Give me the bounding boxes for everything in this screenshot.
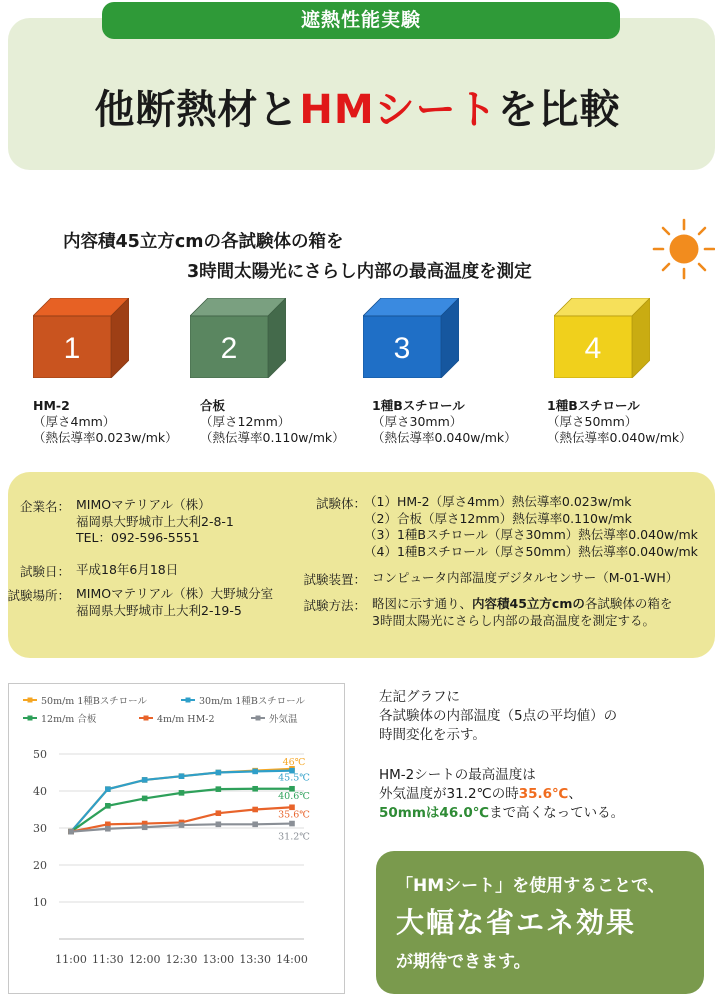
specimen-item: （3）1種Bスチロール（厚さ30mm）熱伝導率0.040w/mk — [364, 527, 698, 542]
sample-thickness: （厚さ50mm） — [547, 414, 638, 429]
sun-icon — [652, 218, 715, 280]
temperature-chart — [8, 683, 345, 994]
data-point — [105, 826, 111, 832]
x-tick-label: 12:00 — [128, 953, 161, 966]
legend-label: 30m/m 1種Bスチロール — [199, 696, 305, 707]
data-point — [252, 769, 258, 775]
x-tick-label: 13:30 — [239, 953, 272, 966]
legend-label: 外気温 — [269, 714, 298, 725]
end-value-label: 35.6℃ — [278, 809, 310, 821]
sample-conductivity: （熱伝導率0.023w/mk） — [33, 430, 178, 445]
company-tel: TEL：092-596-5551 — [76, 530, 200, 545]
data-point — [252, 822, 258, 828]
data-point — [216, 786, 222, 792]
y-tick-label: 30 — [33, 822, 47, 835]
chart-description — [379, 688, 617, 745]
page-title — [0, 78, 715, 135]
data-point — [252, 807, 258, 813]
sample-spec-2 — [200, 398, 345, 446]
y-tick-label: 50 — [33, 748, 47, 761]
experiment-badge: 遮熱性能実験 — [102, 2, 620, 39]
company-label: 企業名： — [19, 499, 70, 514]
test-date: 平成18年6月18日 — [76, 562, 179, 577]
device-label: 試験装置： — [303, 572, 366, 587]
data-point — [142, 777, 148, 783]
legend-marker — [144, 716, 149, 721]
sample-name: 1種Bスチロール — [547, 398, 640, 413]
sample-name: 1種Bスチロール — [372, 398, 465, 413]
y-tick-label: 40 — [33, 785, 47, 798]
legend-marker — [28, 716, 33, 721]
sample-name: 合板 — [200, 398, 226, 413]
chart-plot — [9, 684, 344, 993]
legend-label: 12m/m 合板 — [41, 714, 97, 725]
end-value-label: 40.6℃ — [278, 790, 310, 802]
sample-conductivity: （熱伝導率0.040w/mk） — [372, 430, 517, 445]
specimens-list — [364, 494, 698, 560]
data-point — [179, 790, 185, 796]
y-tick-label: 20 — [33, 859, 47, 872]
x-tick-label: 11:00 — [55, 953, 87, 966]
desc-line: 各試験体の内部温度（5点の平均値）の — [379, 708, 618, 724]
title-part-c: を比較 — [497, 87, 621, 133]
end-value-label: 31.2℃ — [278, 831, 310, 843]
place-info — [76, 586, 273, 619]
data-point — [216, 770, 222, 776]
data-point — [68, 829, 74, 835]
desc-line: 時間変化を示す。 — [379, 727, 486, 743]
legend-marker — [256, 716, 261, 721]
company-info — [76, 497, 234, 547]
method-line-2: 3時間太陽光にさらし内部の最高温度を測定する。 — [372, 612, 655, 628]
sample-spec-3 — [372, 398, 517, 446]
method-line-1: 略図に示す通り、内容積45立方cmの各試験体の箱を — [372, 596, 673, 611]
x-tick-label: 13:00 — [202, 953, 235, 966]
data-point — [216, 822, 222, 828]
company-name: MIMOマテリアル（株） — [76, 497, 211, 512]
sample-number-3: 3 — [393, 332, 411, 365]
specimen-item: （2）合板（厚さ12mm）熱伝導率0.110w/mk — [364, 510, 632, 526]
company-address: 福岡県大野城市上大利2-8-1 — [76, 513, 234, 529]
sample-thickness: （厚さ4mm） — [33, 414, 116, 429]
intro-line-1: 内容積45立方cmの各試験体の箱を — [63, 232, 344, 252]
conclusion-callout — [376, 851, 704, 994]
device-info: コンピュータ内部温度デジタルセンサー（M-01-WH） — [372, 570, 679, 585]
desc-line: 外気温度が31.2℃の時35.6℃、 — [379, 786, 582, 802]
sample-box-3 — [363, 298, 459, 378]
x-tick-label: 11:30 — [91, 953, 124, 966]
place-address: 福岡県大野城市上大利2-19-5 — [76, 602, 242, 618]
legend-label: 50m/m 1種Bスチロール — [41, 696, 147, 707]
end-value-label: 45.5℃ — [278, 772, 310, 784]
data-point — [179, 822, 185, 828]
sample-conductivity: （熱伝導率0.040w/mk） — [547, 430, 692, 445]
data-point — [105, 786, 111, 792]
data-point — [252, 786, 258, 792]
place-label: 試験場所： — [7, 588, 70, 603]
y-tick-label: 10 — [33, 896, 47, 909]
specimens-label: 試験体： — [315, 496, 366, 511]
callout-line-3: が期待できます。 — [396, 952, 531, 972]
sample-spec-4 — [547, 398, 692, 446]
x-tick-label: 14:00 — [276, 953, 308, 966]
date-label: 試験日： — [19, 564, 70, 579]
sample-box-2 — [190, 298, 286, 378]
sample-name: HM-2 — [33, 398, 70, 413]
legend-label: 4m/m HM-2 — [157, 714, 215, 725]
legend-marker — [28, 698, 33, 703]
title-highlight: HMシート — [299, 87, 498, 133]
sample-number-4: 4 — [584, 332, 602, 365]
x-tick-label: 12:30 — [165, 953, 198, 966]
data-point — [142, 796, 148, 802]
desc-line: 50mmは46.0℃まで高くなっている。 — [379, 805, 625, 821]
callout-line-1: 「HMシート」を使用することで、 — [396, 876, 665, 896]
method-info — [372, 596, 672, 629]
sample-number-2: 2 — [220, 332, 238, 365]
data-point — [289, 821, 295, 827]
data-point — [142, 824, 148, 830]
result-description — [379, 766, 624, 823]
sample-thickness: （厚さ12mm） — [200, 414, 291, 429]
sample-spec-1 — [33, 398, 178, 446]
desc-line: HM-2シートの最高温度は — [379, 767, 536, 783]
sample-conductivity: （熱伝導率0.110w/mk） — [200, 430, 345, 445]
desc-line: 左記グラフに — [379, 689, 460, 705]
sample-box-4 — [554, 298, 650, 378]
sample-thickness: （厚さ30mm） — [372, 414, 463, 429]
data-point — [179, 773, 185, 779]
legend-marker — [186, 698, 191, 703]
sample-box-1 — [33, 298, 129, 378]
place-name: MIMOマテリアル（株）大野城分室 — [76, 586, 274, 601]
method-label: 試験方法： — [303, 598, 366, 613]
data-point — [105, 803, 111, 809]
end-value-label: 46℃ — [282, 756, 306, 768]
specimen-item: （4）1種Bスチロール（厚さ50mm）熱伝導率0.040w/mk — [364, 543, 698, 559]
intro-line-2: 3時間太陽光にさらし内部の最高温度を測定 — [187, 262, 532, 282]
data-point — [216, 810, 222, 816]
callout-headline: 大幅な省エネ効果 — [396, 906, 637, 939]
specimen-item: （1）HM-2（厚さ4mm）熱伝導率0.023w/mk — [364, 494, 632, 509]
title-part-a: 他断熱材と — [94, 87, 300, 133]
sample-number-1: 1 — [63, 332, 81, 365]
